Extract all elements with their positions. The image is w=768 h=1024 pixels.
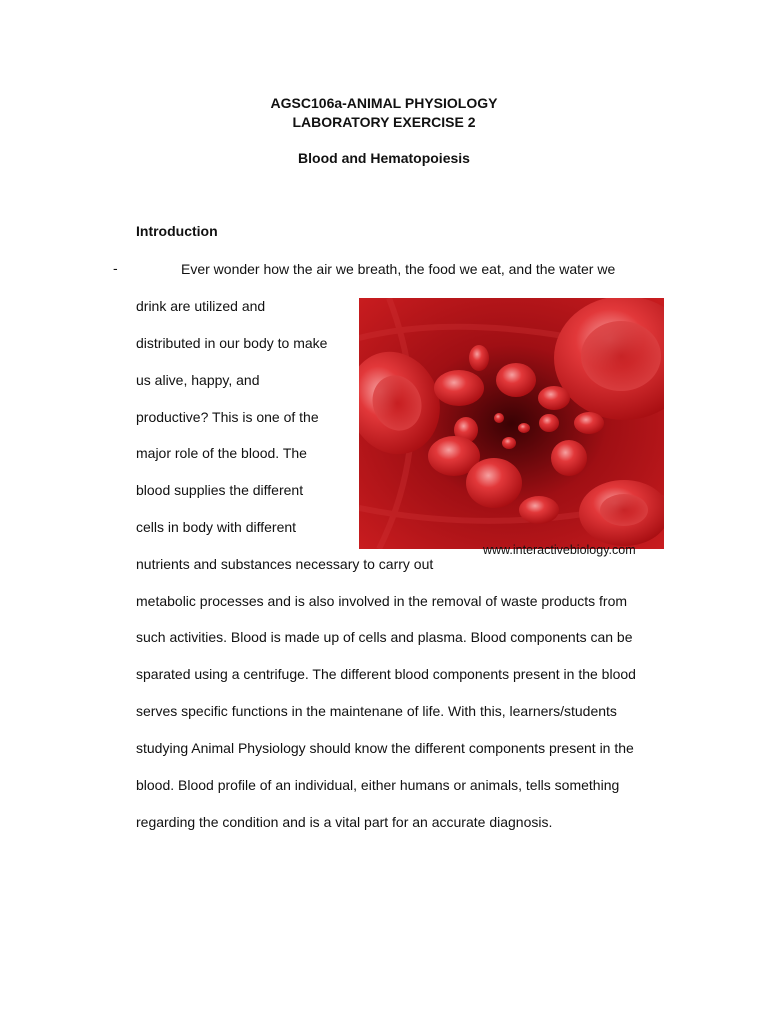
paragraph-line: studying Animal Physiology should know the different components present in the [136,740,634,756]
paragraph-line: blood supplies the different [136,482,304,498]
paragraph-line: nutrients and substances necessary to carry out [136,556,434,572]
image-caption: www.interactivebiology.com [483,543,636,557]
course-title: AGSC106a-ANIMAL PHYSIOLOGY [270,95,498,111]
paragraph-line: major role of the blood. The [136,445,307,461]
paragraph-line: cells in body with different [136,519,297,535]
paragraph-line: blood. Blood profile of an individual, either humans or animals, tells something [136,777,620,793]
bullet-dash: - [113,260,118,276]
paragraph-line: productive? This is one of the [136,409,319,425]
paragraph-line: us alive, happy, and [136,372,260,388]
paragraph-line: sparated using a centrifuge. The different blood components present in the blood [136,666,636,682]
paragraph-line: distributed in our body to make [136,335,328,351]
exercise-title: LABORATORY EXERCISE 2 [292,114,476,130]
topic-title: Blood and Hematopoiesis [298,150,470,166]
paragraph-line: Ever wonder how the air we breath, the food we eat, and the water we [181,261,616,277]
paragraph-line: serves specific functions in the maintenane of life. With this, learners/students [136,703,617,719]
paragraph-line: regarding the condition and is a vital part for an accurate diagnosis. [136,814,553,830]
paragraph-line: such activities. Blood is made up of cells and plasma. Blood components can be [136,629,633,645]
section-heading: Introduction [136,223,218,239]
paragraph-line: metabolic processes and is also involved in the removal of waste products from [136,593,628,609]
paragraph-line: drink are utilized and [136,298,266,314]
blood-cells-image [359,298,664,549]
